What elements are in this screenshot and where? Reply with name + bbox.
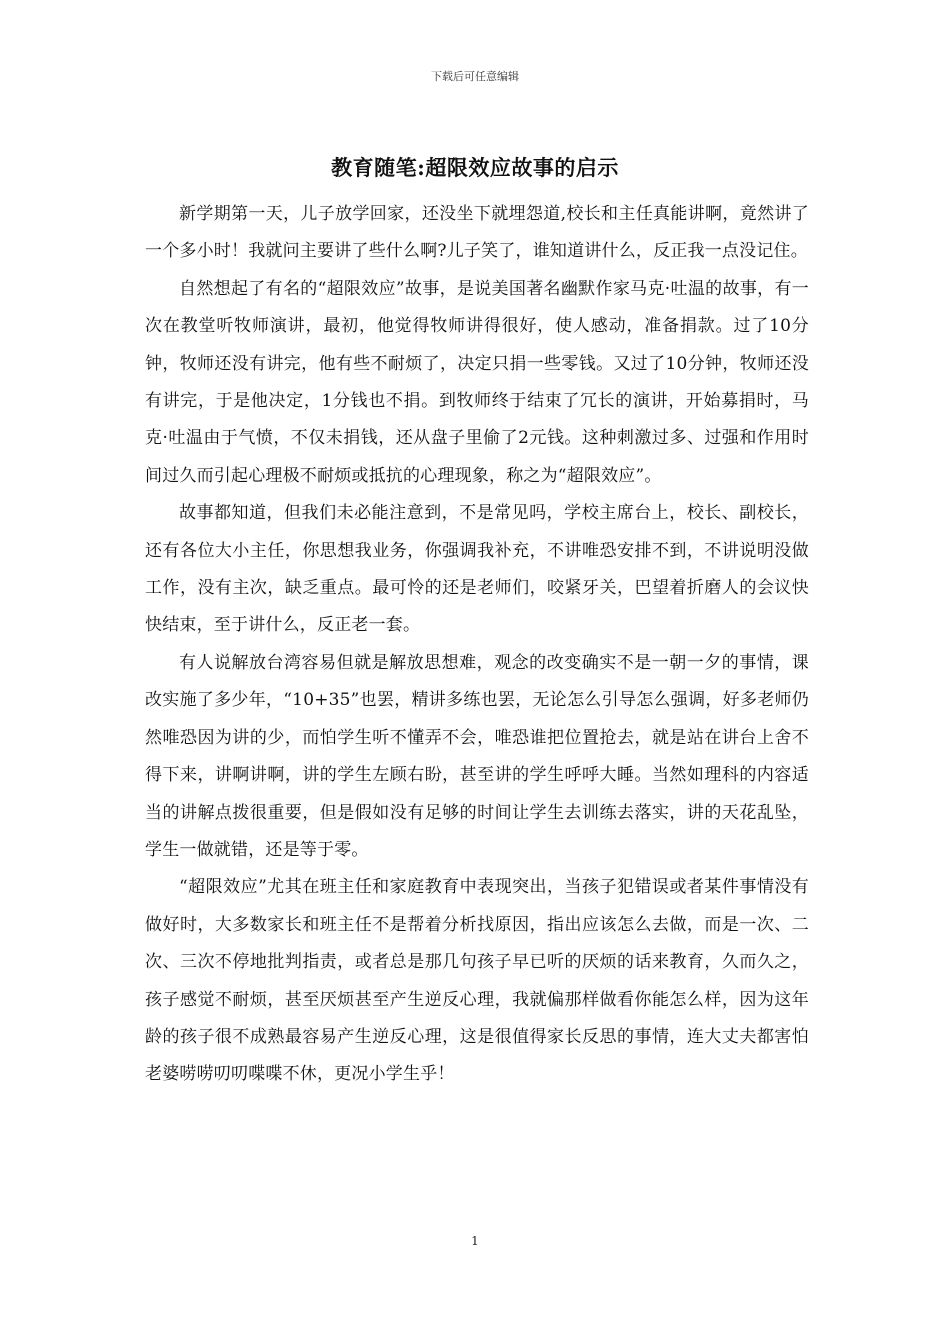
document-title: 教育随笔:超限效应故事的启示 <box>331 155 619 180</box>
paragraph-1: 新学期第一天，儿子放学回家，还没坐下就埋怨道,校长和主任真能讲啊，竟然讲了一个多小时！我就问主要讲了些什么啊?儿子笑了，谁知道讲什么，反正我一点没记住。 <box>145 204 809 262</box>
page-number: 1 <box>471 1234 479 1248</box>
paragraph-5: “超限效应”尤其在班主任和家庭教育中表现突出，当孩子犯错误或者某件事情没有做好时，大多数家长和班主任不是帮着分析找原因，指出应该怎么去做，而是一次、二次、三次不停地批判指责，或者总是那几句孩子早已听的厌烦的话来教育，久而久之，孩子感觉不耐烦，甚至厌烦甚至产生逆反心理，我就偏那样做看你能怎么样，因为这年龄的孩子很不成熟最容易产生逆反心理，这是很值得家长反思的事情，连大丈夫都害怕老婆唠唠叨叨喋喋不休，更况小学生乎！ <box>145 877 809 1085</box>
document-body <box>145 196 809 1094</box>
header-note: 下载后可任意编辑 <box>431 70 519 83</box>
paragraph-3: 故事都知道，但我们未必能注意到，不是常见吗，学校主席台上，校长、副校长，还有各位大小主任，你思想我业务，你强调我补充，不讲唯恐安排不到，不讲说明没做工作，没有主次，缺乏重点。最可怜的还是老师们，咬紧牙关，巴望着折磨人的会议快快结束，至于讲什么，反正老一套。 <box>145 503 809 636</box>
paragraph-4: 有人说解放台湾容易但就是解放思想难，观念的改变确实不是一朝一夕的事情，课改实施了多少年，“10+35”也罢，精讲多练也罢，无论怎么引导怎么强调，好多老师仍然唯恐因为讲的少，而怕学生听不懂弄不会，唯恐谁把位置抢去，就是站在讲台上舍不得下来，讲啊讲啊，讲的学生左顾右盼，甚至讲的学生呼呼大睡。当然如理科的内容适当的讲解点拨很重要，但是假如没有足够的时间让学生去训练去落实，讲的天花乱坠，学生一做就错，还是等于零。 <box>145 652 809 860</box>
paragraph-2: 自然想起了有名的“超限效应”故事，是说美国著名幽默作家马克·吐温的故事，有一次在教堂听牧师演讲，最初，他觉得牧师讲得很好，使人感动，准备捐款。过了10分钟，牧师还没有讲完，他有些不耐烦了，决定只捐一些零钱。又过了10分钟，牧师还没有讲完，于是他决定，1分钱也不捐。到牧师终于结束了冗长的演讲，开始募捐时，马克·吐温由于气愤，不仅未捐钱，还从盘子里偷了2元钱。这种刺激过多、过强和作用时间过久而引起心理极不耐烦或抵抗的心理现象，称之为“超限效应”。 <box>145 278 809 486</box>
